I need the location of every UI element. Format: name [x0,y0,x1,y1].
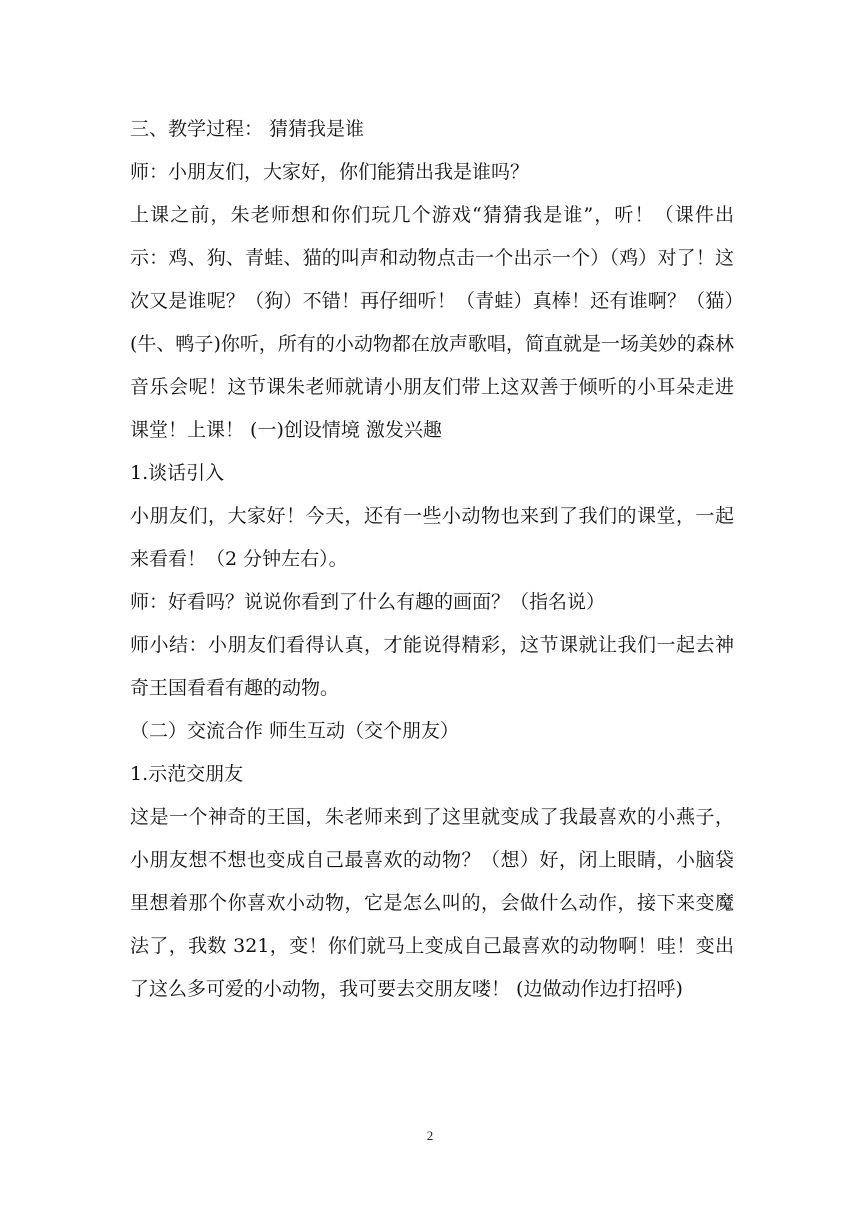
paragraph: 师：小朋友们，大家好，你们能猜出我是谁吗？ [130,161,530,183]
paragraph: 这是一个神奇的王国，朱老师来到了这里就变成了我最喜欢的小燕子，小朋友想不想也变成自己最喜欢的动物？（想）好，闭上眼睛，小脑袋里想着那个你喜欢小动物，它是怎么叫的，会做什么动作，接下来变魔法了，我数 321，变！你们就马上变成自己最喜欢的动物啊！哇！变出了这么多可爱的小动物，我可要去交朋友喽！ (边做动作边打招呼) [130,806,734,1000]
paragraph: 小朋友们，大家好！今天，还有一些小动物也来到了我们的课堂，一起来看看！（2 分钟左右）。 [130,505,734,570]
section-heading: 三、教学过程： 猜猜我是谁 [130,118,365,140]
subsection-heading: 1.示范交朋友 [130,763,244,785]
subsection-heading: 1.谈话引入 [130,462,225,484]
document-body [130,108,734,1011]
paragraph: 师：好看吗？说说你看到了什么有趣的画面？（指名说） [130,591,606,613]
paragraph: 上课之前，朱老师想和你们玩几个游戏“猜猜我是谁”，听！（课件出示：鸡、狗、青蛙、猫的叫声和动物点击一个出示一个）（鸡）对了！这次又是谁呢？（狗）不错！再仔细听！（青蛙）真棒！还有谁啊？（猫）(牛、鸭子)你听，所有的小动物都在放声歌唱，简直就是一场美妙的森林音乐会呢！这节课朱老师就请小朋友们带上这双善于倾听的小耳朵走进课堂！上课！ (一)创设情境 激发兴趣 [130,204,734,441]
page-number: 2 [426,1128,434,1143]
paragraph: 师小结：小朋友们看得认真，才能说得精彩，这节课就让我们一起去神奇王国看看有趣的动物。 [130,634,734,699]
section-heading: （二）交流合作 师生互动（交个朋友） [130,720,460,742]
